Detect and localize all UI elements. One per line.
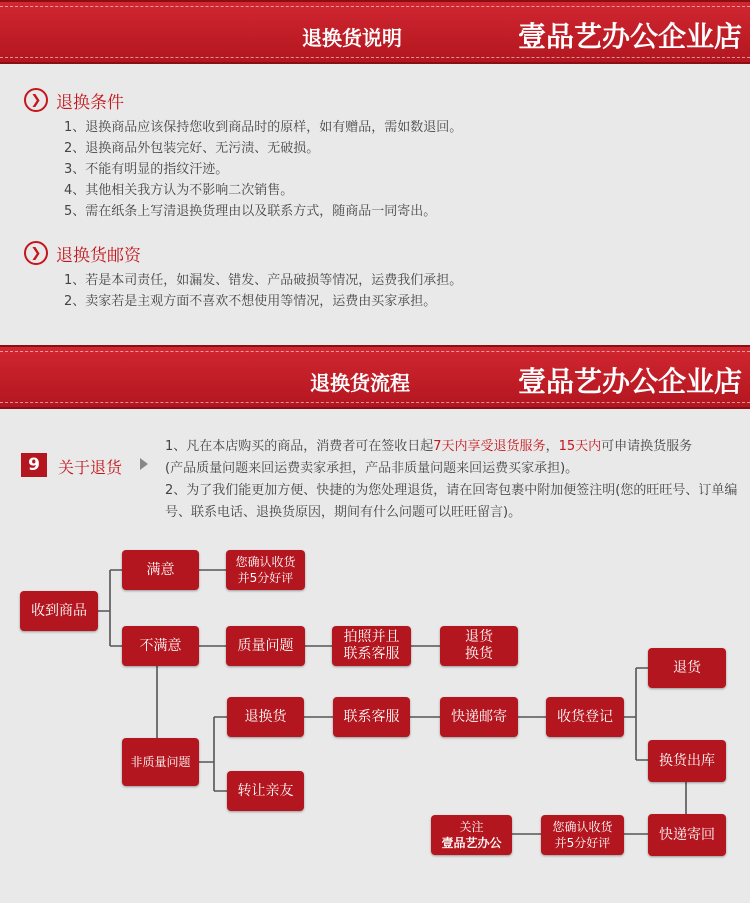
text: 可申请换货服务 <box>601 439 693 454</box>
node-refund-exchange <box>440 626 518 666</box>
node-express-send: 快递邮寄 <box>440 697 518 737</box>
node-line: 拍照并且 <box>343 629 400 645</box>
list-item: 5、需在纸条上写清退换货理由以及联系方式，随商品一同寄出。 <box>64 204 437 219</box>
paragraph-line: 2、为了我们能更加方便、快捷的为您处理退货，请在回寄包裹中附加便签注明(您的旺旺号、订单编号、联系电话、退换货原因，期间有什么问题可以旺旺留言)。 <box>165 483 738 520</box>
list-item: 2、退换商品外包装完好、无污渍、无破损。 <box>64 141 320 156</box>
node-line: 并5分好评 <box>237 571 294 585</box>
list-item: 3、不能有明显的指纹汗迹。 <box>64 162 229 177</box>
node-confirm-review-2 <box>541 815 624 855</box>
text: ， <box>545 439 559 454</box>
section-heading: 退换条件 <box>56 92 124 113</box>
shop-name: 壹品艺办公企业店 <box>517 20 742 53</box>
node-non-quality: 非质量问题 <box>122 738 199 786</box>
node-line: 换货 <box>465 646 493 662</box>
node-follow-shop <box>431 815 512 855</box>
chevron-right-icon: ❯ <box>24 241 48 265</box>
node-quality-issue: 质量问题 <box>226 626 305 666</box>
node-refund: 退货 <box>648 648 726 688</box>
node-confirm-review <box>226 550 305 590</box>
paragraph-line: (产品质量问题来回运费卖家承担，产品非质量问题来回运费买家承担)。 <box>165 461 579 476</box>
node-received: 收到商品 <box>20 591 98 631</box>
list-item: 4、其他相关我方认为不影响二次销售。 <box>64 183 294 198</box>
highlight-text: 7天内享受退货服务 <box>433 439 546 454</box>
shop-name: 壹品艺办公企业店 <box>517 365 742 398</box>
node-satisfied: 满意 <box>122 550 199 590</box>
node-return-exchange: 退换货 <box>227 697 304 737</box>
node-unsatisfied: 不满意 <box>122 626 199 666</box>
list-item: 1、退换商品应该保持您收到商品时的原样，如有赠品，需如数退回。 <box>64 120 463 135</box>
highlight-text: 15天内 <box>558 439 602 454</box>
node-express-back: 快递寄回 <box>648 814 726 856</box>
text: 1、凡在本店购买的商品，消费者可在签收日起 <box>165 439 434 454</box>
step-number-badge: 9 <box>21 453 47 477</box>
node-line: 您确认收货 <box>235 555 296 569</box>
node-line: 您确认收货 <box>552 820 613 834</box>
banner-title: 退换货说明 <box>302 26 402 50</box>
step-label: 关于退货 <box>58 458 123 477</box>
node-line: 退货 <box>465 629 493 645</box>
node-exchange-out: 换货出库 <box>648 740 726 782</box>
node-transfer-friend: 转让亲友 <box>227 771 304 811</box>
node-line: 联系客服 <box>343 646 400 662</box>
node-receipt-register: 收货登记 <box>546 697 624 737</box>
node-line: 并5分好评 <box>554 836 611 850</box>
banner-title: 退换货流程 <box>310 371 410 395</box>
node-contact-service: 联系客服 <box>333 697 410 737</box>
node-line: 关注 <box>459 820 484 834</box>
node-line: 壹品艺办公 <box>441 836 502 850</box>
node-photo-contact <box>332 626 411 666</box>
chevron-right-icon: ❯ <box>24 88 48 112</box>
list-item: 1、若是本司责任，如漏发、错发、产品破损等情况，运费我们承担。 <box>64 273 463 288</box>
section-heading: 退换货邮资 <box>56 245 141 266</box>
list-item: 2、卖家若是主观方面不喜欢不想使用等情况，运费由买家承担。 <box>64 294 437 309</box>
